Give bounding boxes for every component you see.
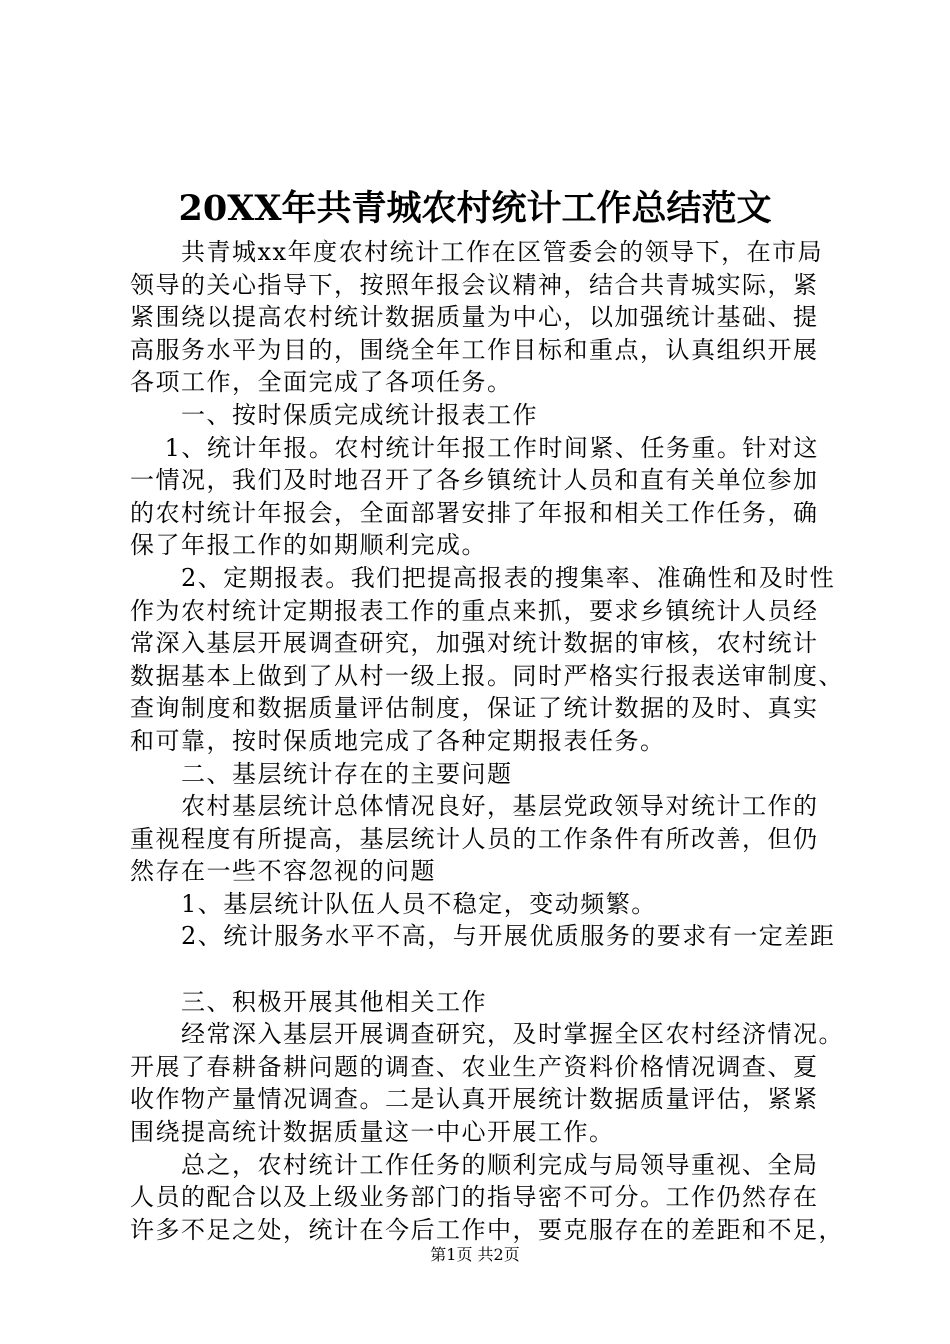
text-line: 的农村统计年报会，全面部署安排了年报和相关工作任务，确 — [130, 498, 819, 527]
text-line: 常深入基层开展调查研究，加强对统计数据的审核，农村统计 — [130, 629, 819, 658]
text-line: 三、积极开展其他相关工作 — [130, 987, 487, 1016]
text-line: 许多不足之处，统计在今后工作中，要克服存在的差距和不足， — [130, 1215, 844, 1244]
text-line: 然存在一些不容忽视的问题 — [130, 857, 436, 886]
text-line: 二、基层统计存在的主要问题 — [130, 759, 513, 788]
text-line: 重视程度有所提高，基层统计人员的工作条件有所改善，但仍 — [130, 824, 819, 853]
document-body — [130, 236, 850, 1246]
blank-line — [130, 953, 850, 986]
text-line: 1、基层统计队伍人员不稳定，变动频繁。 — [130, 889, 657, 918]
text-line: 高服务水平为目的，围绕全年工作目标和重点，认真组织开展 — [130, 335, 819, 364]
page-footer: 第1页 共2页 — [430, 1245, 520, 1264]
text-line: 查询制度和数据质量评估制度，保证了统计数据的及时、真实 — [130, 694, 819, 723]
text-line: 2、统计服务水平不高，与开展优质服务的要求有一定差距 — [130, 922, 836, 951]
text-line: 人员的配合以及上级业务部门的指导密不可分。工作仍然存在 — [130, 1183, 819, 1212]
text-line: 围绕提高统计数据质量这一中心开展工作。 — [130, 1118, 615, 1147]
text-line: 收作物产量情况调查。二是认真开展统计数据质量评估，紧紧 — [130, 1085, 819, 1114]
text-line: 2、定期报表。我们把提高报表的搜集率、准确性和及时性 — [130, 563, 836, 592]
text-line: 一情况，我们及时地召开了各乡镇统计人员和直有关单位参加 — [130, 466, 819, 495]
text-line: 和可靠，按时保质地完成了各种定期报表任务。 — [130, 726, 666, 755]
text-line: 共青城xx年度农村统计工作在区管委会的领导下，在市局 — [130, 238, 824, 266]
text-line: 经常深入基层开展调查研究，及时掌握全区农村经济情况。 — [130, 1020, 844, 1049]
text-line: 一、按时保质完成统计报表工作 — [130, 400, 538, 429]
document-title: 20XX年共青城农村统计工作总结范文 — [178, 188, 772, 229]
text-line: 保了年报工作的如期顺利完成。 — [130, 531, 487, 560]
text-line: 各项工作，全面完成了各项任务。 — [130, 368, 513, 397]
text-line: 1、统计年报。农村统计年报工作时间紧、任务重。针对这 — [130, 433, 819, 462]
text-line: 紧围绕以提高农村统计数据质量为中心，以加强统计基础、提 — [130, 303, 819, 332]
text-line: 总之，农村统计工作任务的顺利完成与局领导重视、全局 — [130, 1150, 819, 1179]
text-line: 农村基层统计总体情况良好，基层党政领导对统计工作的 — [130, 792, 819, 821]
text-line: 领导的关心指导下，按照年报会议精神，结合共青城实际，紧 — [130, 270, 819, 299]
text-line: 数据基本上做到了从村一级上报。同时严格实行报表送审制度、 — [130, 661, 844, 690]
text-line: 作为农村统计定期报表工作的重点来抓，要求乡镇统计人员经 — [130, 596, 819, 625]
text-line: 开展了春耕备耕问题的调查、农业生产资料价格情况调查、夏 — [130, 1052, 819, 1081]
